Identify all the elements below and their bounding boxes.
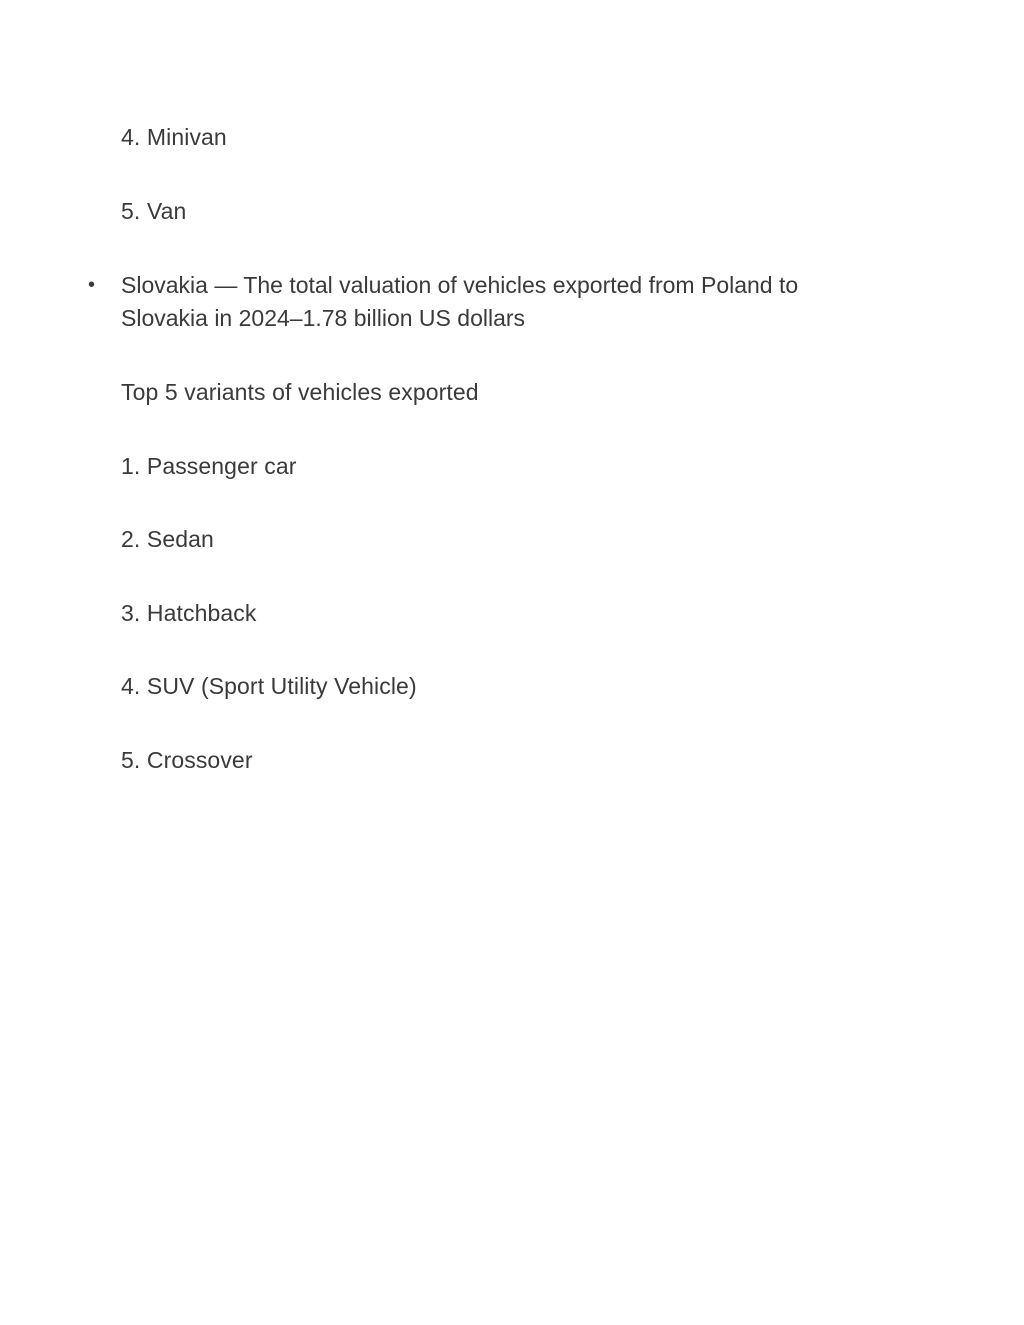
country-export-summary: Slovakia — The total valuation of vehicles exported from Poland to Slovakia in 2024–1.78 billion US dollars xyxy=(121,272,799,331)
list-item: 4. SUV (Sport Utility Vehicle) xyxy=(121,673,417,699)
bullet-marker: • xyxy=(88,274,96,296)
list-item: 3. Hatchback xyxy=(121,600,257,626)
list-item: 4. Minivan xyxy=(121,124,227,150)
list-item: 5. Van xyxy=(121,198,187,224)
list-item: 5. Crossover xyxy=(121,747,253,773)
list-item: 2. Sedan xyxy=(121,526,214,552)
section-subheading: Top 5 variants of vehicles exported xyxy=(121,379,479,405)
list-item: 1. Passenger car xyxy=(121,453,297,479)
